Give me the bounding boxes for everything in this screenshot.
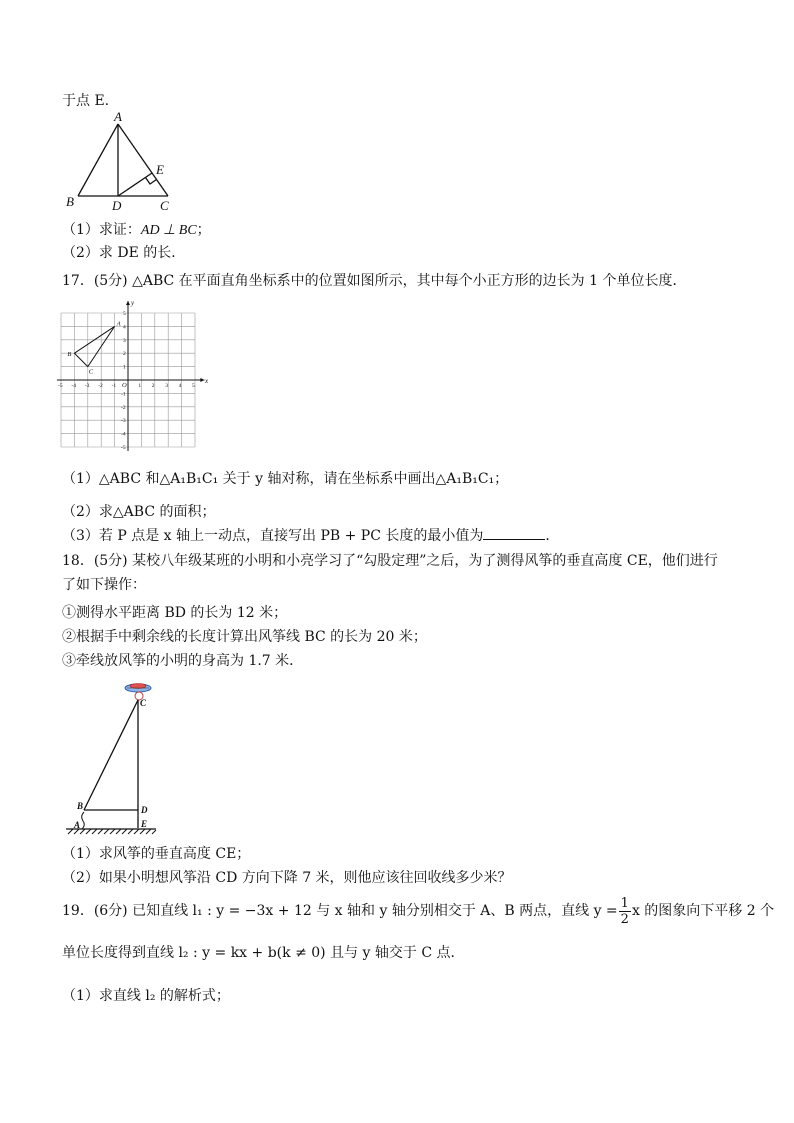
fig1-label-a: A — [114, 109, 122, 124]
q17-part3: （3）若 P 点是 x 轴上一动点，直接写出 PB + PC 长度的最小值为 ． — [62, 528, 560, 544]
q19-line2: 单位长度得到直线 l₂ : y = kx + b(k ≠ 0) 且与 y 轴交于 C 点． — [62, 945, 465, 961]
kite-figure — [60, 676, 170, 836]
q17-stem: 17．(5分) △ABC 在平面直角坐标系中的位置如图所示，其中每个小正方形的边长为 1 个单位长度． — [62, 273, 687, 289]
x-tick-label: -3 — [84, 383, 90, 389]
q16-part1: （1）求证：AD ⊥ BC； — [62, 222, 211, 238]
kite-label-c: C — [140, 698, 147, 708]
x-tick-label: 2 — [151, 383, 155, 389]
point-label-a: A — [116, 320, 121, 328]
kite-label-a: A — [74, 820, 81, 830]
q17-part2: （2）求△ABC 的面积； — [62, 504, 216, 520]
x-tick-label: 5 — [192, 383, 195, 389]
kite-label-e: E — [141, 819, 148, 829]
origin-label: O — [122, 382, 127, 389]
y-tick-label: 5 — [123, 311, 126, 317]
fig1-label-d: D — [112, 198, 122, 213]
point-label-c: C — [88, 368, 94, 376]
x-tick-label: 3 — [165, 383, 168, 389]
triangle-abc — [74, 326, 114, 366]
q16-part2: （2）求 DE 的长． — [62, 245, 186, 261]
q18-stem-line1: 18．(5分) 某校八年级某班的小明和小亮学习了“勾股定理”之后，为了测得风筝的垂直高度 CE，他们进行 — [62, 553, 718, 569]
point-label-b: B — [67, 351, 72, 359]
fraction-one-half: $\frac{1}{2}$ — [620, 895, 629, 927]
intro-line: 于点 E. — [62, 93, 110, 109]
y-tick-label: 3 — [123, 337, 126, 344]
q17-part1: （1）△ABC 和△A₁B₁C₁ 关于 y 轴对称，请在坐标系中画出△A₁B₁C₁； — [62, 471, 509, 487]
y-tick-label: 1 — [123, 364, 126, 371]
triangle-figure — [60, 110, 190, 215]
y-tick-label: -3 — [121, 418, 126, 425]
y-tick-label: -1 — [121, 391, 126, 398]
y-axis-arrow — [126, 301, 130, 305]
kite-label-d: D — [141, 805, 148, 815]
y-tick-label: 4 — [123, 324, 126, 331]
coordinate-grid-figure — [58, 295, 222, 451]
x-axis-arrow — [200, 378, 204, 382]
answer-blank[interactable] — [483, 527, 545, 540]
y-axis-label: y — [131, 298, 135, 307]
q18-step1: ①测得水平距离 BD 的长为 12 米； — [62, 605, 288, 621]
q19-line1: 19．(6分) 已知直线 l₁ : y = −3x + 12 与 x 轴和 y 轴分别相交于 A、B 两点，直线 y = $\frac{1}{2}$ x 的图象向下平移 2 个 — [62, 895, 775, 927]
x-axis-label: x — [205, 377, 209, 385]
q18-step3: ③牵线放风筝的小明的身高为 1.7 米． — [62, 653, 304, 669]
x-tick-label: -4 — [71, 383, 76, 389]
q18-part1: （1）求风筝的垂直高度 CE； — [62, 846, 251, 862]
q18-part2: （2）如果小明想风筝沿 CD 方向下降 7 米，则他应该往回收线多少米？ — [62, 870, 512, 886]
fig1-label-e: E — [156, 162, 164, 177]
x-tick-label: 4 — [178, 383, 182, 389]
q19-part1: （1）求直线 l₂ 的解析式； — [62, 988, 230, 1004]
x-tick-label: -2 — [98, 383, 103, 389]
y-tick-label: -5 — [121, 445, 126, 451]
q18-step2: ②根据手中剩余线的长度计算出风筝线 BC 的长为 20 米； — [62, 629, 427, 645]
fig1-label-b: B — [66, 194, 74, 209]
kite-label-b: B — [77, 801, 84, 811]
y-tick-label: -2 — [121, 404, 126, 411]
kite-icon — [125, 684, 151, 701]
fig1-label-c: C — [160, 198, 169, 213]
y-tick-label: 2 — [123, 351, 126, 358]
x-tick-label: 1 — [138, 383, 142, 389]
x-tick-label: -1 — [111, 383, 117, 389]
y-tick-label: -4 — [121, 431, 126, 438]
person-icon — [82, 812, 85, 829]
q18-stem-line2: 了如下操作： — [62, 577, 146, 593]
x-tick-label: -5 — [58, 383, 63, 389]
